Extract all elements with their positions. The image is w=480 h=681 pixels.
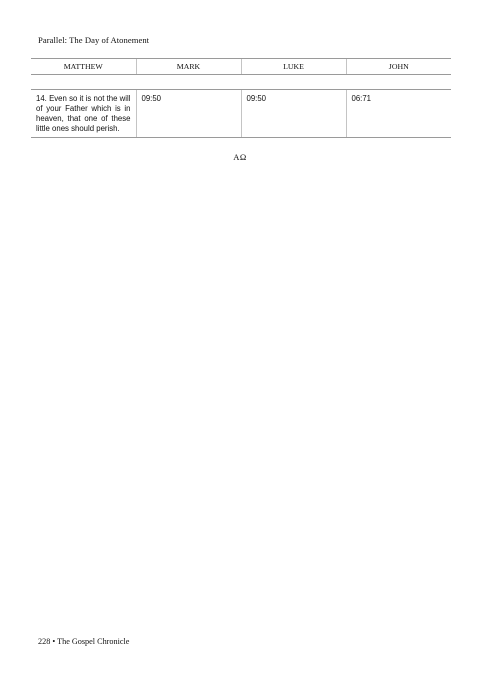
column-header-luke: LUKE — [241, 59, 346, 75]
column-header-matthew: MATTHEW — [31, 59, 136, 75]
end-marker: AΩ — [233, 152, 247, 162]
column-header-mark: MARK — [136, 59, 241, 75]
table-row — [31, 90, 451, 138]
column-header-row — [31, 59, 451, 75]
luke-cell: 09:50 — [241, 90, 346, 138]
page-footer: 228 • The Gospel Chronicle — [38, 637, 130, 646]
john-cell: 06:71 — [346, 90, 451, 138]
parallel-table — [31, 58, 451, 138]
table-spacer-row — [31, 75, 451, 90]
column-header-john: JOHN — [346, 59, 451, 75]
mark-cell: 09:50 — [136, 90, 241, 138]
matthew-cell: 14. Even so it is not the will of your Father which is in heaven, that one of these little ones should perish. — [31, 90, 136, 138]
page-title: Parallel: The Day of Atonement — [38, 35, 150, 45]
